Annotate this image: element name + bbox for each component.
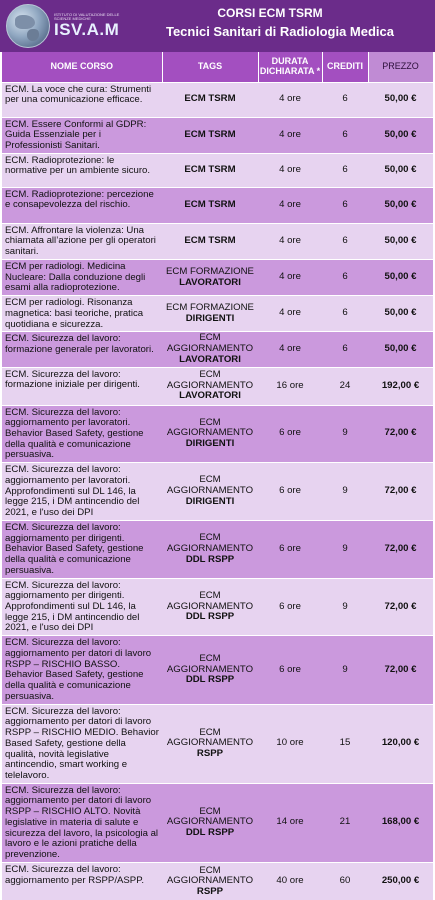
course-tags	[162, 463, 258, 521]
course-tags	[162, 578, 258, 636]
table-row	[2, 367, 433, 405]
tag-plain: ECM AGGIORNAMENTO	[166, 805, 254, 828]
course-credits: 6	[322, 187, 368, 223]
course-tags	[162, 636, 258, 704]
tag-plain: ECM AGGIORNAMENTO	[166, 368, 254, 391]
table-row	[2, 783, 433, 862]
column-header-credits: CREDITI	[322, 52, 368, 82]
tag-plain: ECM AGGIORNAMENTO	[166, 652, 254, 675]
table-row	[2, 520, 433, 578]
course-name: ECM. Sicurezza del lavoro: aggiornamento per dirigenti. Behavior Based Safety, gestione della qualità e comunicazione persuasiva.	[2, 520, 162, 578]
course-duration: 14 ore	[258, 783, 322, 862]
table-row	[2, 704, 433, 783]
tag-bold: ECM TSRM	[184, 198, 236, 210]
table-row	[2, 117, 433, 153]
course-duration: 6 ore	[258, 636, 322, 704]
table-header-row	[2, 52, 433, 82]
course-duration: 6 ore	[258, 578, 322, 636]
course-credits: 9	[322, 463, 368, 521]
course-name: ECM per radiologi. Risonanza magnetica: basi teoriche, pratica quotidiana e sicurezza.	[2, 296, 162, 332]
tag-bold: DDL RSPP	[185, 553, 235, 565]
course-name: ECM. Radioprotezione: le normative per un ambiente sicuro.	[2, 153, 162, 187]
tag-bold: LAVORATORI	[179, 390, 241, 402]
table-row	[2, 463, 433, 521]
tag-plain: ECM AGGIORNAMENTO	[166, 474, 254, 497]
course-credits: 9	[322, 520, 368, 578]
table-row	[2, 636, 433, 704]
course-tags	[162, 520, 258, 578]
course-duration: 4 ore	[258, 296, 322, 332]
tag-bold: RSPP	[196, 886, 224, 897]
tag-bold: DIRIGENTI	[185, 438, 235, 450]
course-tags	[162, 82, 258, 117]
course-price: 50,00 €	[368, 82, 433, 117]
course-duration: 6 ore	[258, 405, 322, 463]
table-row	[2, 578, 433, 636]
course-tags	[162, 259, 258, 295]
course-tags	[162, 704, 258, 783]
course-price: 72,00 €	[368, 463, 433, 521]
course-name: ECM. Sicurezza del lavoro: aggiornamento per datori di lavoro RSPP – RISCHIO BASSO. Behavior Based Safety, gestione della qualità e comunicazione persuasiva.	[2, 636, 162, 704]
course-price: 72,00 €	[368, 578, 433, 636]
course-duration: 4 ore	[258, 187, 322, 223]
logo-brand: ISV.A.M	[54, 20, 120, 39]
course-duration: 4 ore	[258, 223, 322, 259]
course-price: 50,00 €	[368, 187, 433, 223]
tag-plain: ECM AGGIORNAMENTO	[166, 532, 254, 554]
course-tags	[162, 153, 258, 187]
course-duration: 40 ore	[258, 862, 322, 900]
tag-bold: DIRIGENTI	[185, 312, 235, 324]
course-credits: 6	[322, 82, 368, 117]
course-tags	[162, 187, 258, 223]
course-price: 50,00 €	[368, 332, 433, 367]
course-name: ECM. La voce che cura: Strumenti per una comunicazione efficace.	[2, 82, 162, 117]
course-credits: 6	[322, 153, 368, 187]
course-credits: 9	[322, 405, 368, 463]
course-credits: 6	[322, 332, 368, 367]
course-credits: 6	[322, 117, 368, 153]
course-tags	[162, 296, 258, 332]
course-duration: 16 ore	[258, 367, 322, 405]
table-row	[2, 82, 433, 117]
course-duration: 6 ore	[258, 463, 322, 521]
tag-plain: ECM AGGIORNAMENTO	[166, 589, 254, 612]
course-credits: 15	[322, 704, 368, 783]
course-price: 72,00 €	[368, 636, 433, 704]
course-price: 72,00 €	[368, 520, 433, 578]
course-name: ECM. Sicurezza del lavoro: aggiornamento per dirigenti. Approfondimenti sul DL 146, la legge 215, i DM antincendio del 2021, e l'uso dei DPI	[2, 578, 162, 636]
column-header-price: PREZZO	[368, 52, 433, 82]
course-name: ECM. Sicurezza del lavoro: aggiornamento per lavoratori. Behavior Based Safety, gestione della qualità e comunicazione persuasiva.	[2, 405, 162, 463]
tag-bold: RSPP	[196, 748, 224, 760]
course-price: 50,00 €	[368, 296, 433, 332]
course-name: ECM per radiologi. Medicina Nucleare: Dalla conduzione degli esami alla radioprotezione.	[2, 259, 162, 295]
table-row	[2, 862, 433, 900]
tag-bold: LAVORATORI	[179, 353, 241, 365]
course-duration: 4 ore	[258, 82, 322, 117]
table-row	[2, 223, 433, 259]
course-tags	[162, 783, 258, 862]
course-name: ECM. Sicurezza del lavoro: aggiornamento per datori di lavoro RSPP – RISCHIO MEDIO. Behavior Based Safety, gestione della qualità, novità legislative antincendio, smart working e telelavoro.	[2, 704, 162, 783]
table-row	[2, 296, 433, 332]
course-tags	[162, 862, 258, 900]
course-price: 250,00 €	[368, 862, 433, 900]
course-credits: 60	[322, 862, 368, 900]
course-price: 50,00 €	[368, 153, 433, 187]
courses-table	[2, 52, 434, 900]
page-title	[130, 6, 430, 39]
title-line-2: Tecnici Sanitari di Radiologia Medica	[165, 24, 395, 39]
table-row	[2, 405, 433, 463]
table-row	[2, 332, 433, 367]
course-tags	[162, 117, 258, 153]
course-duration: 4 ore	[258, 259, 322, 295]
tag-plain: ECM AGGIORNAMENTO	[166, 416, 254, 439]
table-row	[2, 259, 433, 295]
course-name: ECM. Sicurezza del lavoro: formazione generale per lavoratori.	[2, 332, 162, 367]
course-credits: 21	[322, 783, 368, 862]
course-credits: 9	[322, 636, 368, 704]
tag-bold: ECM TSRM	[184, 93, 236, 105]
course-tags	[162, 223, 258, 259]
logo-subtitle: ISTITUTO DI VALUTAZIONE DELLE SCIENZE MEDICHE	[54, 12, 120, 21]
course-name: ECM. Essere Conformi al GDPR: Guida Essenziale per i Professionisti Sanitari.	[2, 117, 162, 153]
tag-bold: DIRIGENTI	[185, 495, 235, 507]
table-row	[2, 153, 433, 187]
tag-plain: ECM AGGIORNAMENTO	[166, 726, 254, 749]
tag-plain: ECM AGGIORNAMENTO	[166, 332, 254, 355]
course-credits: 6	[322, 223, 368, 259]
course-tags	[162, 367, 258, 405]
column-header-tags: TAGS	[162, 52, 258, 82]
tag-plain: ECM FORMAZIONE	[166, 301, 254, 313]
course-name: ECM. Sicurezza del lavoro: aggiornamento per RSPP/ASPP.	[2, 862, 162, 900]
course-price: 50,00 €	[368, 223, 433, 259]
course-name: ECM. Affrontare la violenza: Una chiamata all’azione per gli operatori sanitari.	[2, 223, 162, 259]
tag-bold: ECM TSRM	[184, 128, 236, 140]
title-line-1: CORSI ECM TSRM	[217, 6, 323, 20]
course-duration: 4 ore	[258, 332, 322, 367]
globe-icon	[6, 4, 50, 48]
course-name: ECM. Sicurezza del lavoro: formazione iniziale per dirigenti.	[2, 367, 162, 405]
course-duration: 4 ore	[258, 153, 322, 187]
column-header-name: NOME CORSO	[2, 52, 162, 82]
tag-bold: DDL RSPP	[185, 827, 235, 839]
course-name: ECM. Sicurezza del lavoro: aggiornamento per datori di lavoro RSPP – RISCHIO ALTO. Novità legislative in materia di salute e sicurezza del lavoro, la psicologia al lavoro e le azioni pratiche della prevenzione.	[2, 783, 162, 862]
course-price: 192,00 €	[368, 367, 433, 405]
course-price: 168,00 €	[368, 783, 433, 862]
tag-bold: LAVORATORI	[179, 276, 241, 288]
course-name: ECM. Radioprotezione: percezione e consapevolezza del rischio.	[2, 187, 162, 223]
tag-plain: ECM FORMAZIONE	[166, 265, 254, 277]
course-credits: 6	[322, 259, 368, 295]
tag-bold: ECM TSRM	[184, 163, 236, 175]
course-duration: 4 ore	[258, 117, 322, 153]
course-duration: 10 ore	[258, 704, 322, 783]
course-credits: 6	[322, 296, 368, 332]
course-tags	[162, 405, 258, 463]
course-name: ECM. Sicurezza del lavoro: aggiornamento per lavoratori. Approfondimenti sul DL 146, la legge 215, i DM antincendio del 2021, e l'uso dei DPI	[2, 463, 162, 521]
tag-bold: DDL RSPP	[185, 611, 235, 623]
page-header	[0, 0, 435, 52]
course-credits: 24	[322, 367, 368, 405]
course-tags	[162, 332, 258, 367]
course-price: 72,00 €	[368, 405, 433, 463]
course-price: 50,00 €	[368, 117, 433, 153]
course-price: 50,00 €	[368, 259, 433, 295]
tag-bold: DDL RSPP	[185, 674, 235, 686]
column-header-duration: DURATA DICHIARATA *	[258, 52, 322, 82]
table-row	[2, 187, 433, 223]
isvam-logo	[6, 4, 126, 48]
course-duration: 6 ore	[258, 520, 322, 578]
tag-plain: ECM AGGIORNAMENTO	[166, 864, 254, 887]
course-credits: 9	[322, 578, 368, 636]
course-price: 120,00 €	[368, 704, 433, 783]
tag-bold: ECM TSRM	[184, 234, 236, 246]
